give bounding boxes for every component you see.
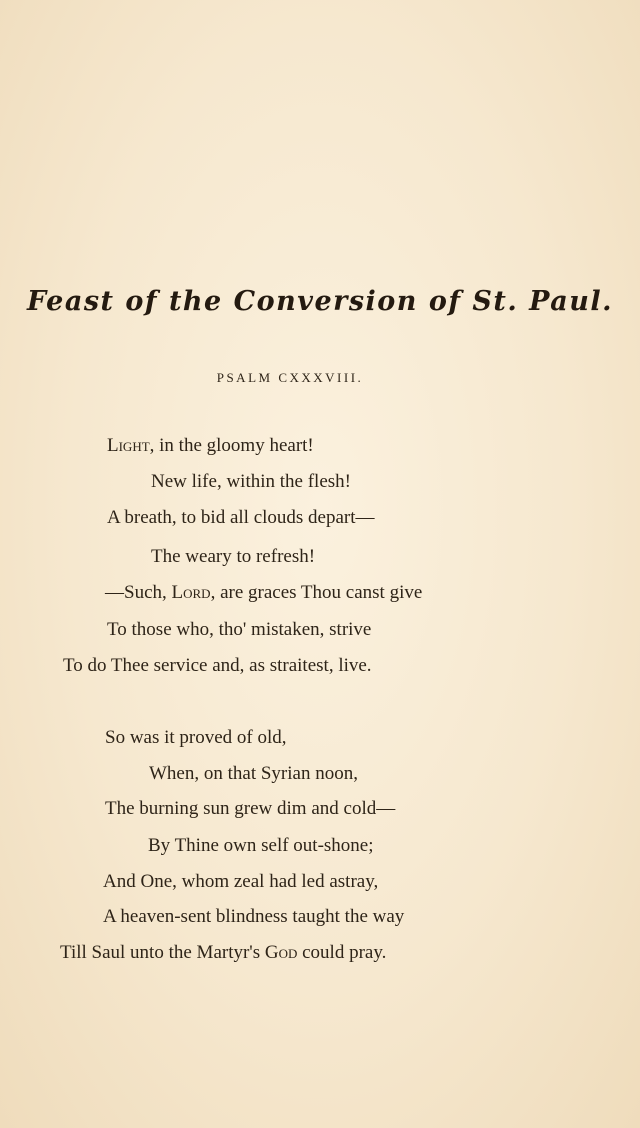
- line-text: , are graces Thou canst give: [210, 582, 423, 603]
- poem-line: By Thine own self out-shone;: [148, 835, 374, 856]
- line-text: —Such,: [105, 582, 172, 603]
- poem-line: The weary to refresh!: [151, 546, 316, 567]
- poem-line: To do Thee service and, as straitest, live.: [63, 655, 372, 676]
- small-caps-word: God: [264, 942, 298, 963]
- page-title: Feast of the Conversion of St. Paul.: [26, 286, 613, 317]
- poem-line: [60, 941, 386, 965]
- psalm-reference: PSALM CXXXVIII.: [216, 370, 364, 385]
- line-text: Till Saul unto the Martyr's: [60, 942, 265, 963]
- poem-line: When, on that Syrian noon,: [149, 763, 358, 784]
- poem-line: So was it proved of old,: [105, 727, 287, 748]
- poem-line: To those who, tho' mistaken, strive: [107, 619, 372, 640]
- poem-line: A heaven-sent blindness taught the way: [103, 906, 405, 927]
- line-text: could pray.: [297, 942, 387, 963]
- small-caps-word: Lord: [171, 582, 211, 603]
- small-caps-word: Light: [107, 435, 150, 456]
- poem-line: A breath, to bid all clouds depart—: [107, 507, 375, 528]
- line-text: , in the gloomy heart!: [149, 435, 314, 456]
- poem-line: The burning sun grew dim and cold—: [105, 798, 396, 819]
- poem-line: [107, 434, 314, 458]
- poem-line: And One, whom zeal had led astray,: [103, 871, 379, 892]
- poem-line: New life, within the flesh!: [151, 471, 351, 492]
- poem-line: [105, 581, 422, 605]
